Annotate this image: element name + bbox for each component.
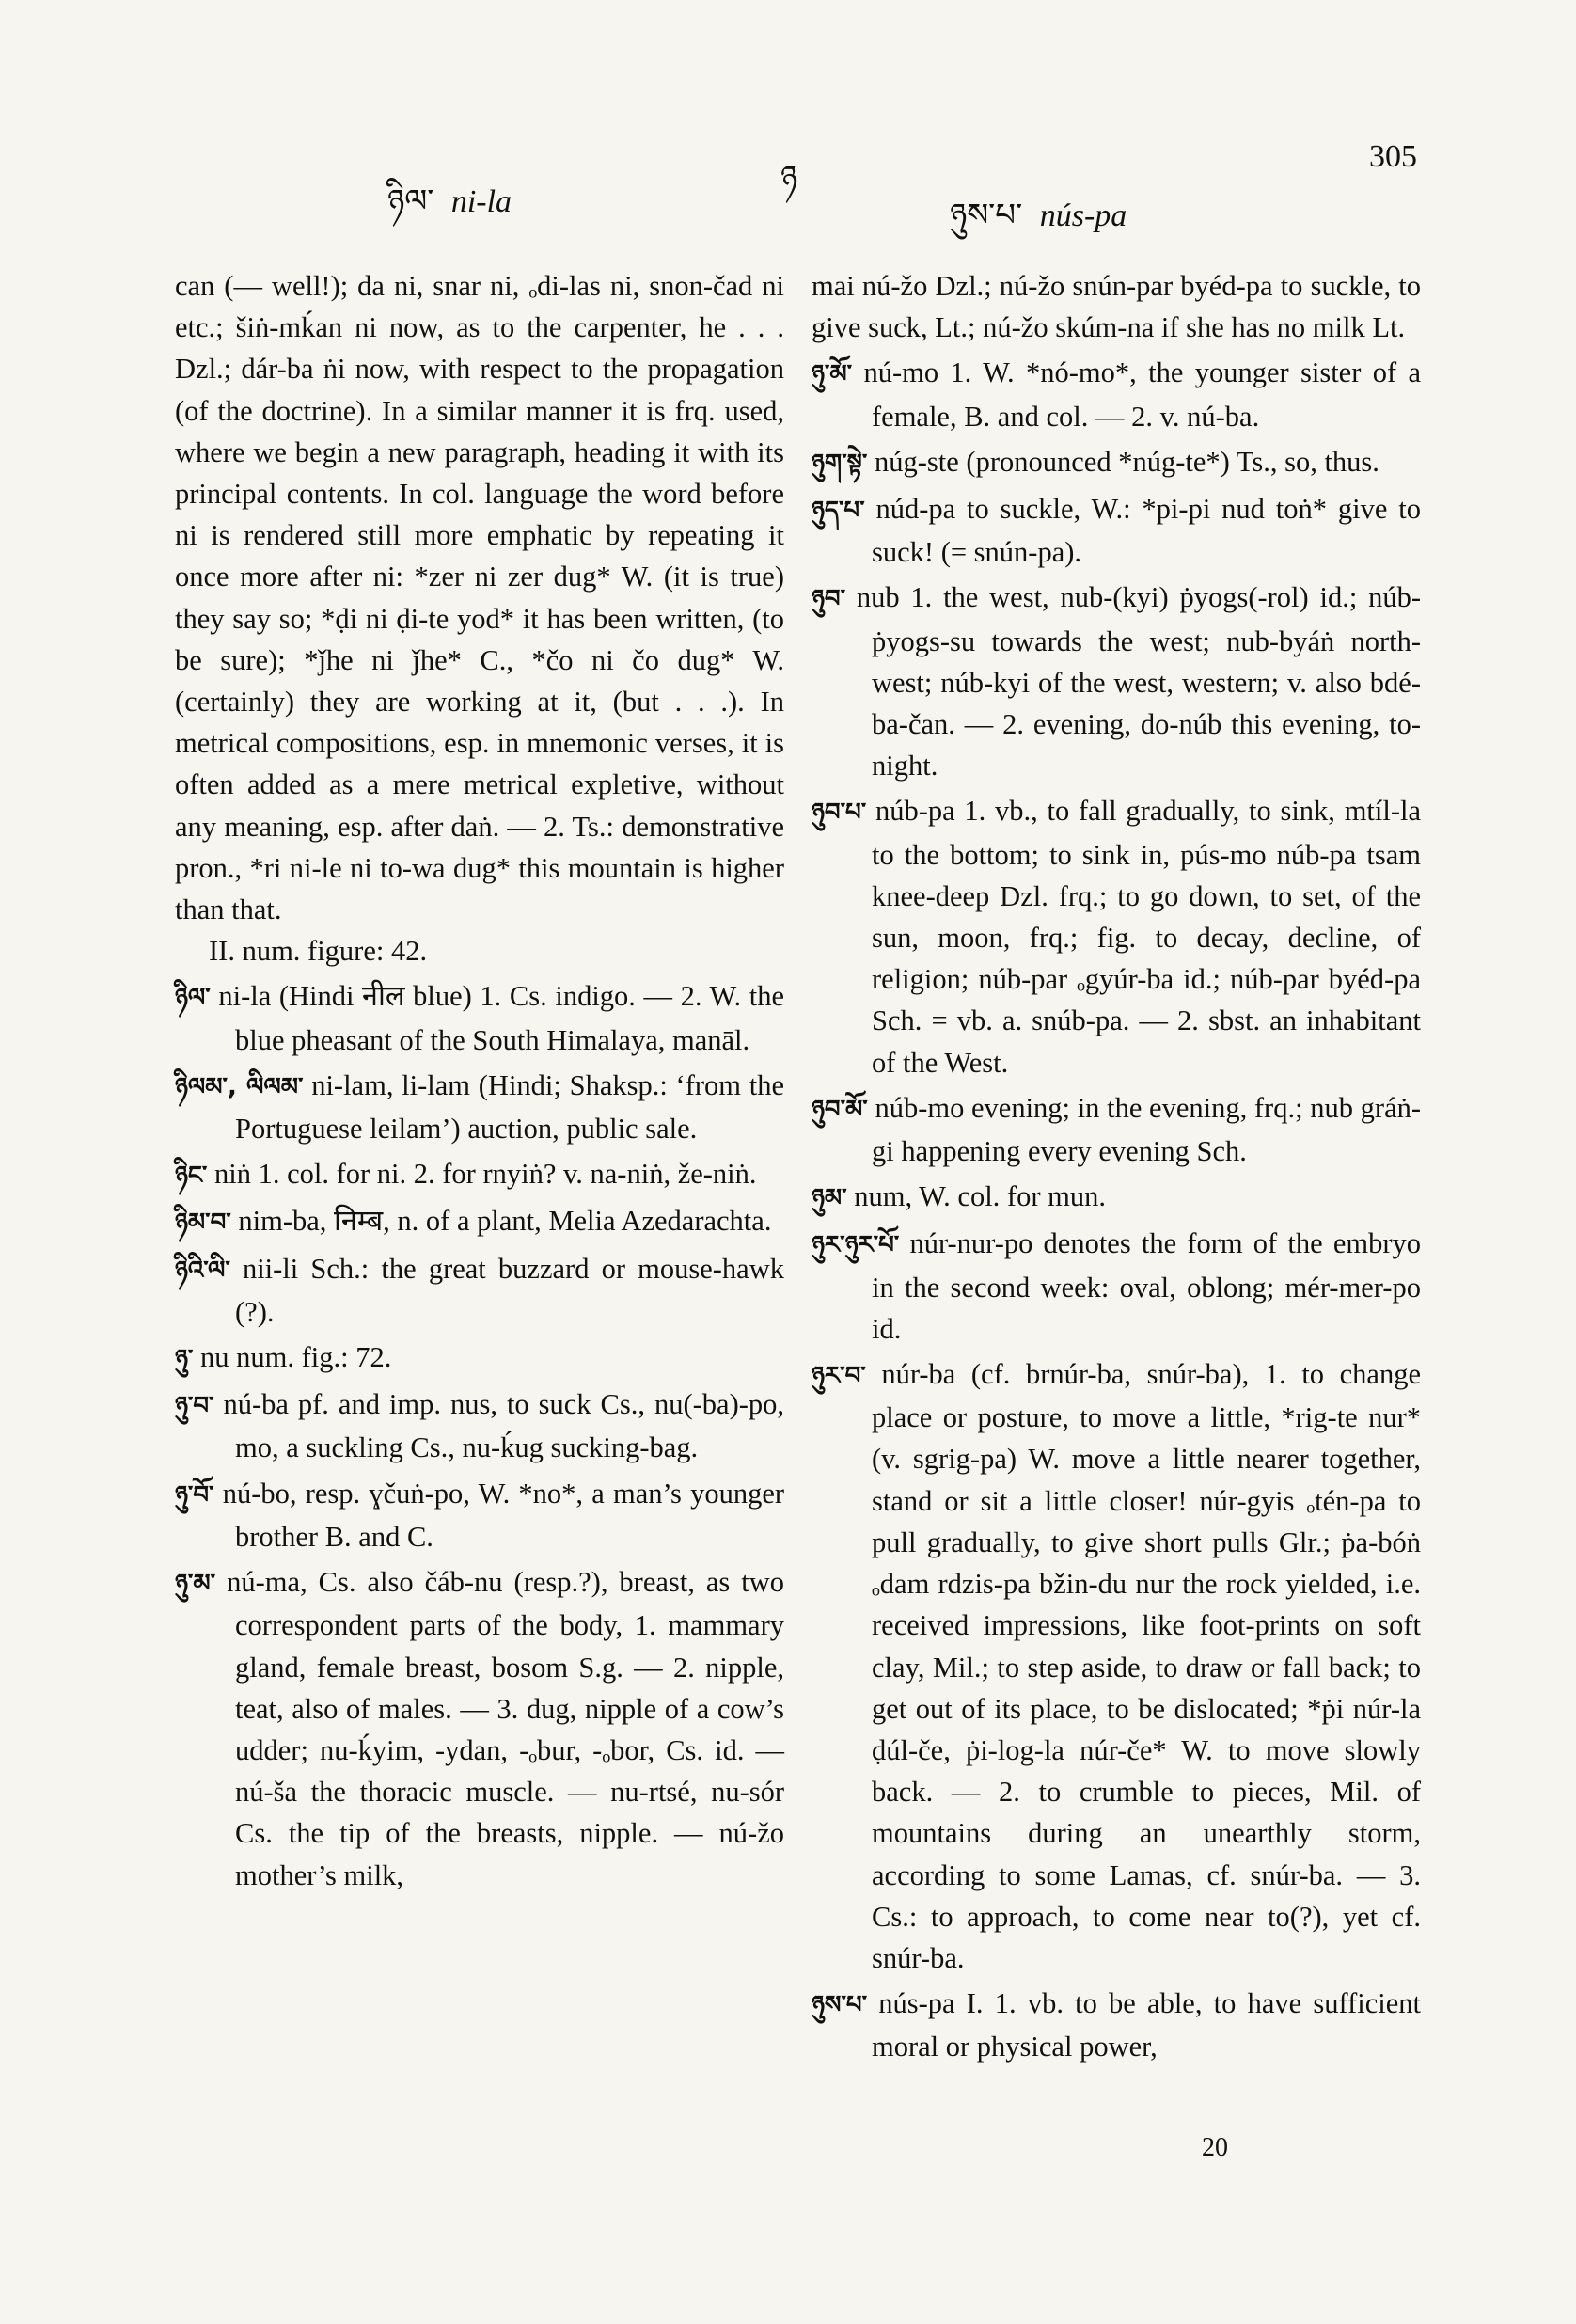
entry-tibetan-headword: ཉུབ་ bbox=[812, 585, 846, 614]
entry-text: nu num. fig.: 72. bbox=[200, 1341, 392, 1374]
entry-tibetan-headword: ཉུ་ bbox=[175, 1345, 194, 1374]
dictionary-entry bbox=[175, 1248, 784, 1333]
entry-tibetan-headword: ཉུམ་ bbox=[812, 1184, 847, 1213]
entry-tibetan-headword: ཉུ་མོ་ bbox=[812, 360, 853, 389]
entry-text: nub 1. the west, nub-(kyi) ṗyogs(-rol) id.; núb-ṗyogs-su towards the west; nub-byáṅ north-west; núb-kyi of the west, western; v. also bdé-ba-čan. — 2. evening, do-núb this evening, to-night. bbox=[856, 581, 1422, 783]
entry-text: nú-mo 1. W. *nó-mo*, the younger sister of a female, B. and col. — 2. v. nú-ba. bbox=[863, 356, 1421, 433]
entry-tibetan-headword: ཉིལ་ bbox=[175, 984, 211, 1013]
entry-text: nús-pa I. 1. vb. to be able, to have sufficient moral or physical power, bbox=[872, 1987, 1421, 2063]
dictionary-entry bbox=[175, 975, 784, 1060]
entry-tibetan-headword: ཉིམ་བ་ bbox=[175, 1209, 231, 1238]
dictionary-entry bbox=[175, 1561, 784, 1896]
dictionary-entry bbox=[175, 1153, 784, 1196]
entry-tibetan-headword: ཉུར་བ་ bbox=[812, 1362, 866, 1391]
entry-text: nii-li Sch.: the great buzzard or mouse-hawk (?). bbox=[235, 1252, 784, 1328]
header-center-letter: ཉ bbox=[780, 159, 798, 197]
entry-tibetan-headword: ཉིང་ bbox=[175, 1162, 208, 1191]
header-right-translit: nús-pa bbox=[1039, 198, 1127, 233]
entry-text: núb-mo evening; in the evening, frq.; nub gráṅ-gi happening every evening Sch. bbox=[872, 1091, 1422, 1168]
text-paragraph bbox=[175, 930, 784, 972]
signature-mark: 20 bbox=[1202, 2133, 1228, 2162]
header-left-tibetan: ཉིལ་ bbox=[387, 182, 434, 220]
dictionary-entry bbox=[812, 1223, 1421, 1350]
dictionary-entry bbox=[812, 441, 1421, 484]
page-number: 305 bbox=[1369, 139, 1417, 174]
entry-tibetan-headword: ཉུག་སྟེ་ bbox=[812, 449, 868, 478]
entry-tibetan-headword: ཉུ་བ་ bbox=[175, 1392, 214, 1421]
dictionary-entry bbox=[812, 1983, 1421, 2067]
left-column bbox=[175, 265, 784, 1896]
entry-text: ni-la (Hindi नील blue) 1. Cs. indigo. — 2. W. the blue pheasant of the South Himalaya, manāl. bbox=[218, 980, 785, 1056]
entry-text: niṅ 1. col. for ni. 2. for rnyiṅ? v. na-niṅ, že-niṅ. bbox=[214, 1158, 757, 1191]
dictionary-entry bbox=[812, 1353, 1421, 1979]
entry-tibetan-headword: ཉིལམ་, ལིལམ་ bbox=[175, 1072, 304, 1101]
entry-tibetan-headword: ཉུབ་པ་ bbox=[812, 798, 867, 828]
header-right bbox=[950, 179, 1127, 269]
entry-text: II. num. figure: 42. bbox=[209, 935, 428, 968]
entry-text: can (— well!); da ni, snar ni, ₒdi-las ni, snon-čad ni etc.; šiṅ-mḱan ni now, as to the carpenter, he . . . Dzl.; dár-ba ṅi now, with respect to the propagation (of the doctrine). In a similar manner it is frq. used, where we begin a new paragraph, heading it with its principal contents. In col. language the word before ni is rendered still more emphatic by repeating it once more after ni: *zer ni zer dug* W. (it is true) they say so; *ḍi ni ḍi-te yod* it has been written, (to be sure); *ǰhe ni ǰhe* C., *čo ni čo dug* W. (certainly) they are working at it, (but . . .). In metrical compositions, esp. in mnemonic verses, it is often added as a mere metrical expletive, without any meaning, esp. after daṅ. — 2. Ts.: demonstrative pron., *ri ni-le ni to-wa dug* this mountain is higher than that. bbox=[175, 270, 784, 926]
entry-text: nú-ba pf. and imp. nus, to suck Cs., nu(-ba)-po, mo, a suckling Cs., nu-ḱug sucking-bag. bbox=[223, 1388, 785, 1464]
dictionary-entry bbox=[175, 1473, 784, 1557]
entry-tibetan-headword: ཉིའི་ལི་ bbox=[175, 1256, 230, 1285]
header-left-translit: ni-la bbox=[450, 184, 512, 219]
dictionary-entry bbox=[812, 577, 1421, 786]
dictionary-entry bbox=[175, 1383, 784, 1468]
dictionary-entry bbox=[812, 1087, 1421, 1172]
right-column bbox=[812, 265, 1421, 2068]
dictionary-entry bbox=[812, 352, 1421, 436]
dictionary-entry bbox=[812, 488, 1421, 573]
dictionary-entry bbox=[175, 1065, 784, 1149]
entry-tibetan-headword: ཉུས་པ་ bbox=[812, 1991, 868, 2020]
dictionary-entry bbox=[175, 1200, 784, 1243]
entry-text: nú-bo, resp. ɣčuṅ-po, W. *no*, a man’s younger brother B. and C. bbox=[222, 1477, 785, 1553]
entry-tibetan-headword: ཉུར་ཉུར་པོ་ bbox=[812, 1231, 900, 1260]
entry-text: núr-nur-po denotes the form of the embryo in the second week: oval, oblong; mér-mer-po id. bbox=[872, 1227, 1421, 1345]
dictionary-entry bbox=[175, 1336, 784, 1380]
dictionary-entry bbox=[812, 790, 1421, 1083]
entry-tibetan-headword: ཉུབ་མོ་ bbox=[812, 1095, 868, 1124]
entry-text: ni-lam, li-lam (Hindi; Shaksp.: ‘from the Portuguese leilam’) auction, public sale. bbox=[235, 1068, 785, 1146]
entry-text: núr-ba (cf. brnúr-ba, snúr-ba), 1. to change place or posture, to move a little, *rig-te nur* (v. sgrig-pa) W. move a little nearer together, stand or sit a little closer! núr-gyis ₒtén-pa to pull gradually, to give short pulls Glr.; ṗa-bóṅ ₒdam rdzis-pa bžin-du nur the rock yielded, i.e. received impressions, like foot-prints on soft clay, Mil.; to step aside, to draw or fall back; to get out of its place, to be dislocated; *ṗi núr-la ḍúl-če, ṗi-log-la núr-če* W. to move slowly back. — 2. to crumble to pieces, Mil. of mountains during an unearthly storm, according to some Lamas, cf. snúr-ba. — 3. Cs.: to approach, to come near to(?), yet cf. snúr-ba. bbox=[872, 1358, 1422, 1974]
entry-text: núb-pa 1. vb., to fall gradually, to sink, mtíl-la to the bottom; to sink in, pús-mo núb-pa tsam knee-deep Dzl. frq.; to go down, to set, of the sun, moon, frq.; fig. to decay, decline, of religion; núb-par ₒgyúr-ba id.; núb-par byéd-pa Sch. = vb. a. snúb-pa. — 2. sbst. an inhabitant of the West. bbox=[872, 795, 1422, 1079]
entry-text: nim-ba, निम्ब, n. of a plant, Melia Azedarachta. bbox=[238, 1205, 772, 1238]
text-paragraph bbox=[175, 265, 784, 930]
entry-text: num, W. col. for mun. bbox=[854, 1180, 1106, 1213]
entry-tibetan-headword: ཉུ་བོ་ bbox=[175, 1480, 214, 1510]
dictionary-entry bbox=[812, 1176, 1421, 1219]
header-right-tibetan: ཉུས་པ་ bbox=[950, 197, 1023, 234]
entry-text: mai nú-žo Dzl.; nú-žo snún-par byéd-pa to suckle, to give suck, Lt.; nú-žo skúm-na if she has no milk Lt. bbox=[812, 270, 1421, 344]
header-left bbox=[387, 165, 512, 255]
entry-text: núd-pa to suckle, W.: *pi-pi nud toṅ* give to suck! (= snún-pa). bbox=[872, 493, 1421, 569]
entry-text: nú-ma, Cs. also čáb-nu (resp.?), breast, as two correspondent parts of the body, 1. mammary gland, female breast, bosom S.g. — 2. nipple, teat, also of males. — 3. dug, nipple of a cow’s udder; nu-ḱyim, -ydan, -ₒbur, -ₒbor, Cs. id. — nú-ša the thoracic muscle. — nu-rtsé, nu-sór Cs. the tip of the breasts, nipple. — nú-žo mother’s milk, bbox=[227, 1566, 785, 1891]
entry-tibetan-headword: ཉུ་མ་ bbox=[175, 1570, 216, 1599]
text-paragraph bbox=[812, 265, 1421, 348]
entry-text: núg-ste (pronounced *núg-te*) Ts., so, thus. bbox=[875, 445, 1379, 478]
entry-tibetan-headword: ཉུད་པ་ bbox=[812, 497, 865, 526]
